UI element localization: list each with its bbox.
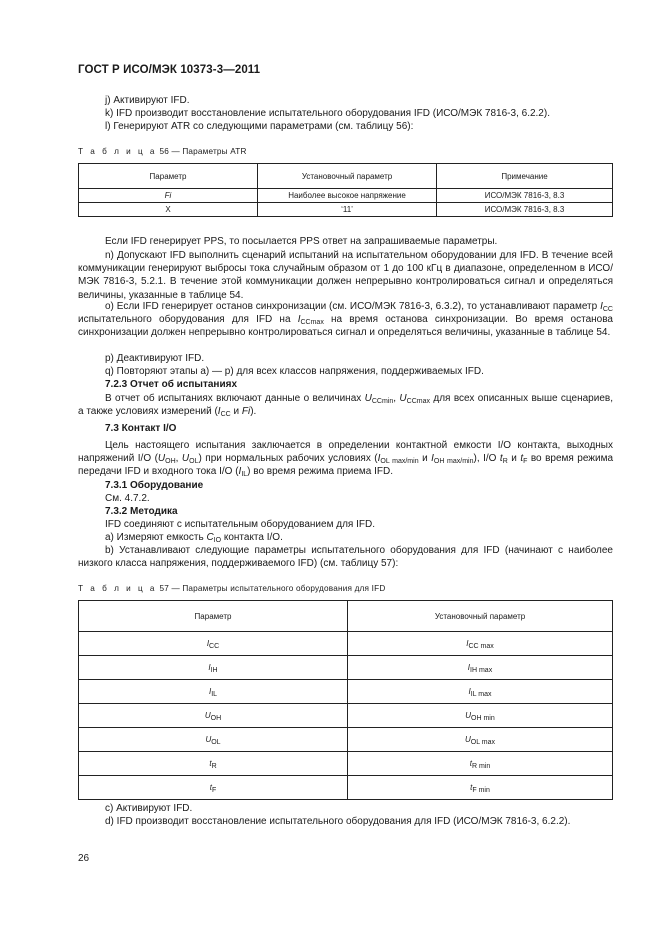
table-cell: ‘11’ — [258, 203, 437, 217]
table-57-header: Установочный параметр — [348, 601, 613, 632]
step-l: l) Генерируют ATR со следующими параметрами (см. таблицу 56): — [105, 121, 414, 132]
table-56-header: Установочный параметр — [258, 164, 437, 189]
table-row — [79, 704, 613, 728]
table-row — [79, 680, 613, 704]
step-n: n) Допускают IFD выполнить сценарий испытаний на испытательном оборудовании для IFD. В течение всей коммуникации генерируют выбросы тока случайным образом от 1 до 100 кГц в диапазоне, определенном в ИСО/МЭК 7816-3, 5.2.1. В течение этой коммуникации должен непрерывно контролироваться сигнал и определяться величины, указанные в таблице 54. — [78, 250, 613, 301]
step-p: p) Деактивируют IFD. — [105, 353, 205, 364]
document-header: ГОСТ Р ИСО/МЭК 10373-3—2011 — [78, 64, 261, 76]
table-row — [79, 203, 613, 217]
report-paragraph: В отчет об испытаниях включают данные о величинах $U_{CCmin}$, $U_{CCmax}$ для всех описанных выше сценариев, а также условиях измерений ($I_{CC}$ и Fi). — [78, 393, 613, 419]
section-7-3-heading: 7.3 Контакт I/O — [105, 423, 177, 434]
table-cell: $t_{R min}$ — [348, 752, 613, 776]
table-cell: $I_{CC}$ — [79, 632, 348, 656]
table-56 — [78, 163, 613, 217]
table-cell: X — [79, 203, 258, 217]
table-56-caption: Т а б л и ц а 56 — Параметры ATR — [78, 147, 247, 156]
table-row — [79, 656, 613, 680]
table-cell: $U_{OH min}$ — [348, 704, 613, 728]
table-cell: Fi — [79, 189, 258, 203]
table-cell: Наиболее высокое напряжение — [258, 189, 437, 203]
table-cell: ИСО/МЭК 7816-3, 8.3 — [437, 203, 613, 217]
table-57-caption: Т а б л и ц а 57 — Параметры испытательного оборудования для IFD — [78, 584, 386, 593]
table-row — [79, 632, 613, 656]
table-cell: $I_{IL}$ — [79, 680, 348, 704]
page-number: 26 — [78, 853, 90, 864]
table-57-header: Параметр — [79, 601, 348, 632]
table-row — [79, 752, 613, 776]
step-b: b) Устанавливают следующие параметры испытательного оборудования для IFD (начинают с наиболее низкого класса напряжения, поддерживаемого IFD) (см. таблицу 57): — [78, 545, 613, 570]
step-j: j) Активируют IFD. — [105, 95, 190, 106]
step-q: q) Повторяют этапы а) — р) для всех классов напряжения, поддерживаемых IFD. — [105, 366, 484, 377]
table-cell: $t_F$ — [79, 776, 348, 800]
table-row — [79, 776, 613, 800]
table-cell: $U_{OL}$ — [79, 728, 348, 752]
purpose-paragraph: Цель настоящего испытания заключается в определении контактной емкости I/O контакта, выходных напряжений I/O ($U_{OH}$, $U_{OL}$) при нормальных рабочих условиях ($I_{OL max/min}$ и $I_{OH max/min}$), I/O $t_R$ и $t_F$ во время режима передачи IFD и входного тока I/O $(I_{IL})$ во время режима приема IFD. — [78, 440, 614, 479]
table-cell: $t_R$ — [79, 752, 348, 776]
connect-paragraph: IFD соединяют с испытательным оборудованием для IFD. — [105, 519, 375, 530]
table-56-header: Примечание — [437, 164, 613, 189]
step-k: k) IFD производит восстановление испытательного оборудования IFD (ИСО/МЭК 7816-3, 6.2.2). — [105, 108, 550, 119]
step-c: c) Активируют IFD. — [105, 803, 193, 814]
table-cell: $I_{IL max}$ — [348, 680, 613, 704]
pps-paragraph: Если IFD генерирует PPS, то посылается PPS ответ на запрашиваемые параметры. — [105, 236, 498, 247]
section-7-3-1-heading: 7.3.1 Оборудование — [105, 480, 204, 491]
table-row — [79, 728, 613, 752]
table-cell: $U_{OL max}$ — [348, 728, 613, 752]
step-o: o) Если IFD генерирует останов синхронизации (см. ИСО/МЭК 7816-3, 6.3.2), то устанавливают параметр $I_{CC}$ испытательного оборудования для IFD на $I_{CCmax}$ на время останова синхронизации. Во время останова синхронизации должен непрерывно контролироваться сигнал и определяться величины, указанные в таблице 54. — [78, 301, 613, 339]
step-a: a) Измеряют емкость $C_{IO}$ контакта I/O. — [105, 532, 283, 544]
section-7-2-3-heading: 7.2.3 Отчет об испытаниях — [105, 379, 238, 390]
table-cell: $U_{OH}$ — [79, 704, 348, 728]
table-56-header: Параметр — [79, 164, 258, 189]
see-reference: См. 4.7.2. — [105, 493, 150, 504]
table-row — [79, 189, 613, 203]
table-57 — [78, 600, 613, 800]
table-cell: $t_{F min}$ — [348, 776, 613, 800]
section-7-3-2-heading: 7.3.2 Методика — [105, 506, 178, 517]
table-cell: ИСО/МЭК 7816-3, 8.3 — [437, 189, 613, 203]
table-cell: $I_{IH max}$ — [348, 656, 613, 680]
step-d: d) IFD производит восстановление испытательного оборудования для IFD (ИСО/МЭК 7816-3, 6.2.2). — [105, 816, 571, 827]
table-cell: $I_{IH}$ — [79, 656, 348, 680]
table-cell: $I_{CC max}$ — [348, 632, 613, 656]
